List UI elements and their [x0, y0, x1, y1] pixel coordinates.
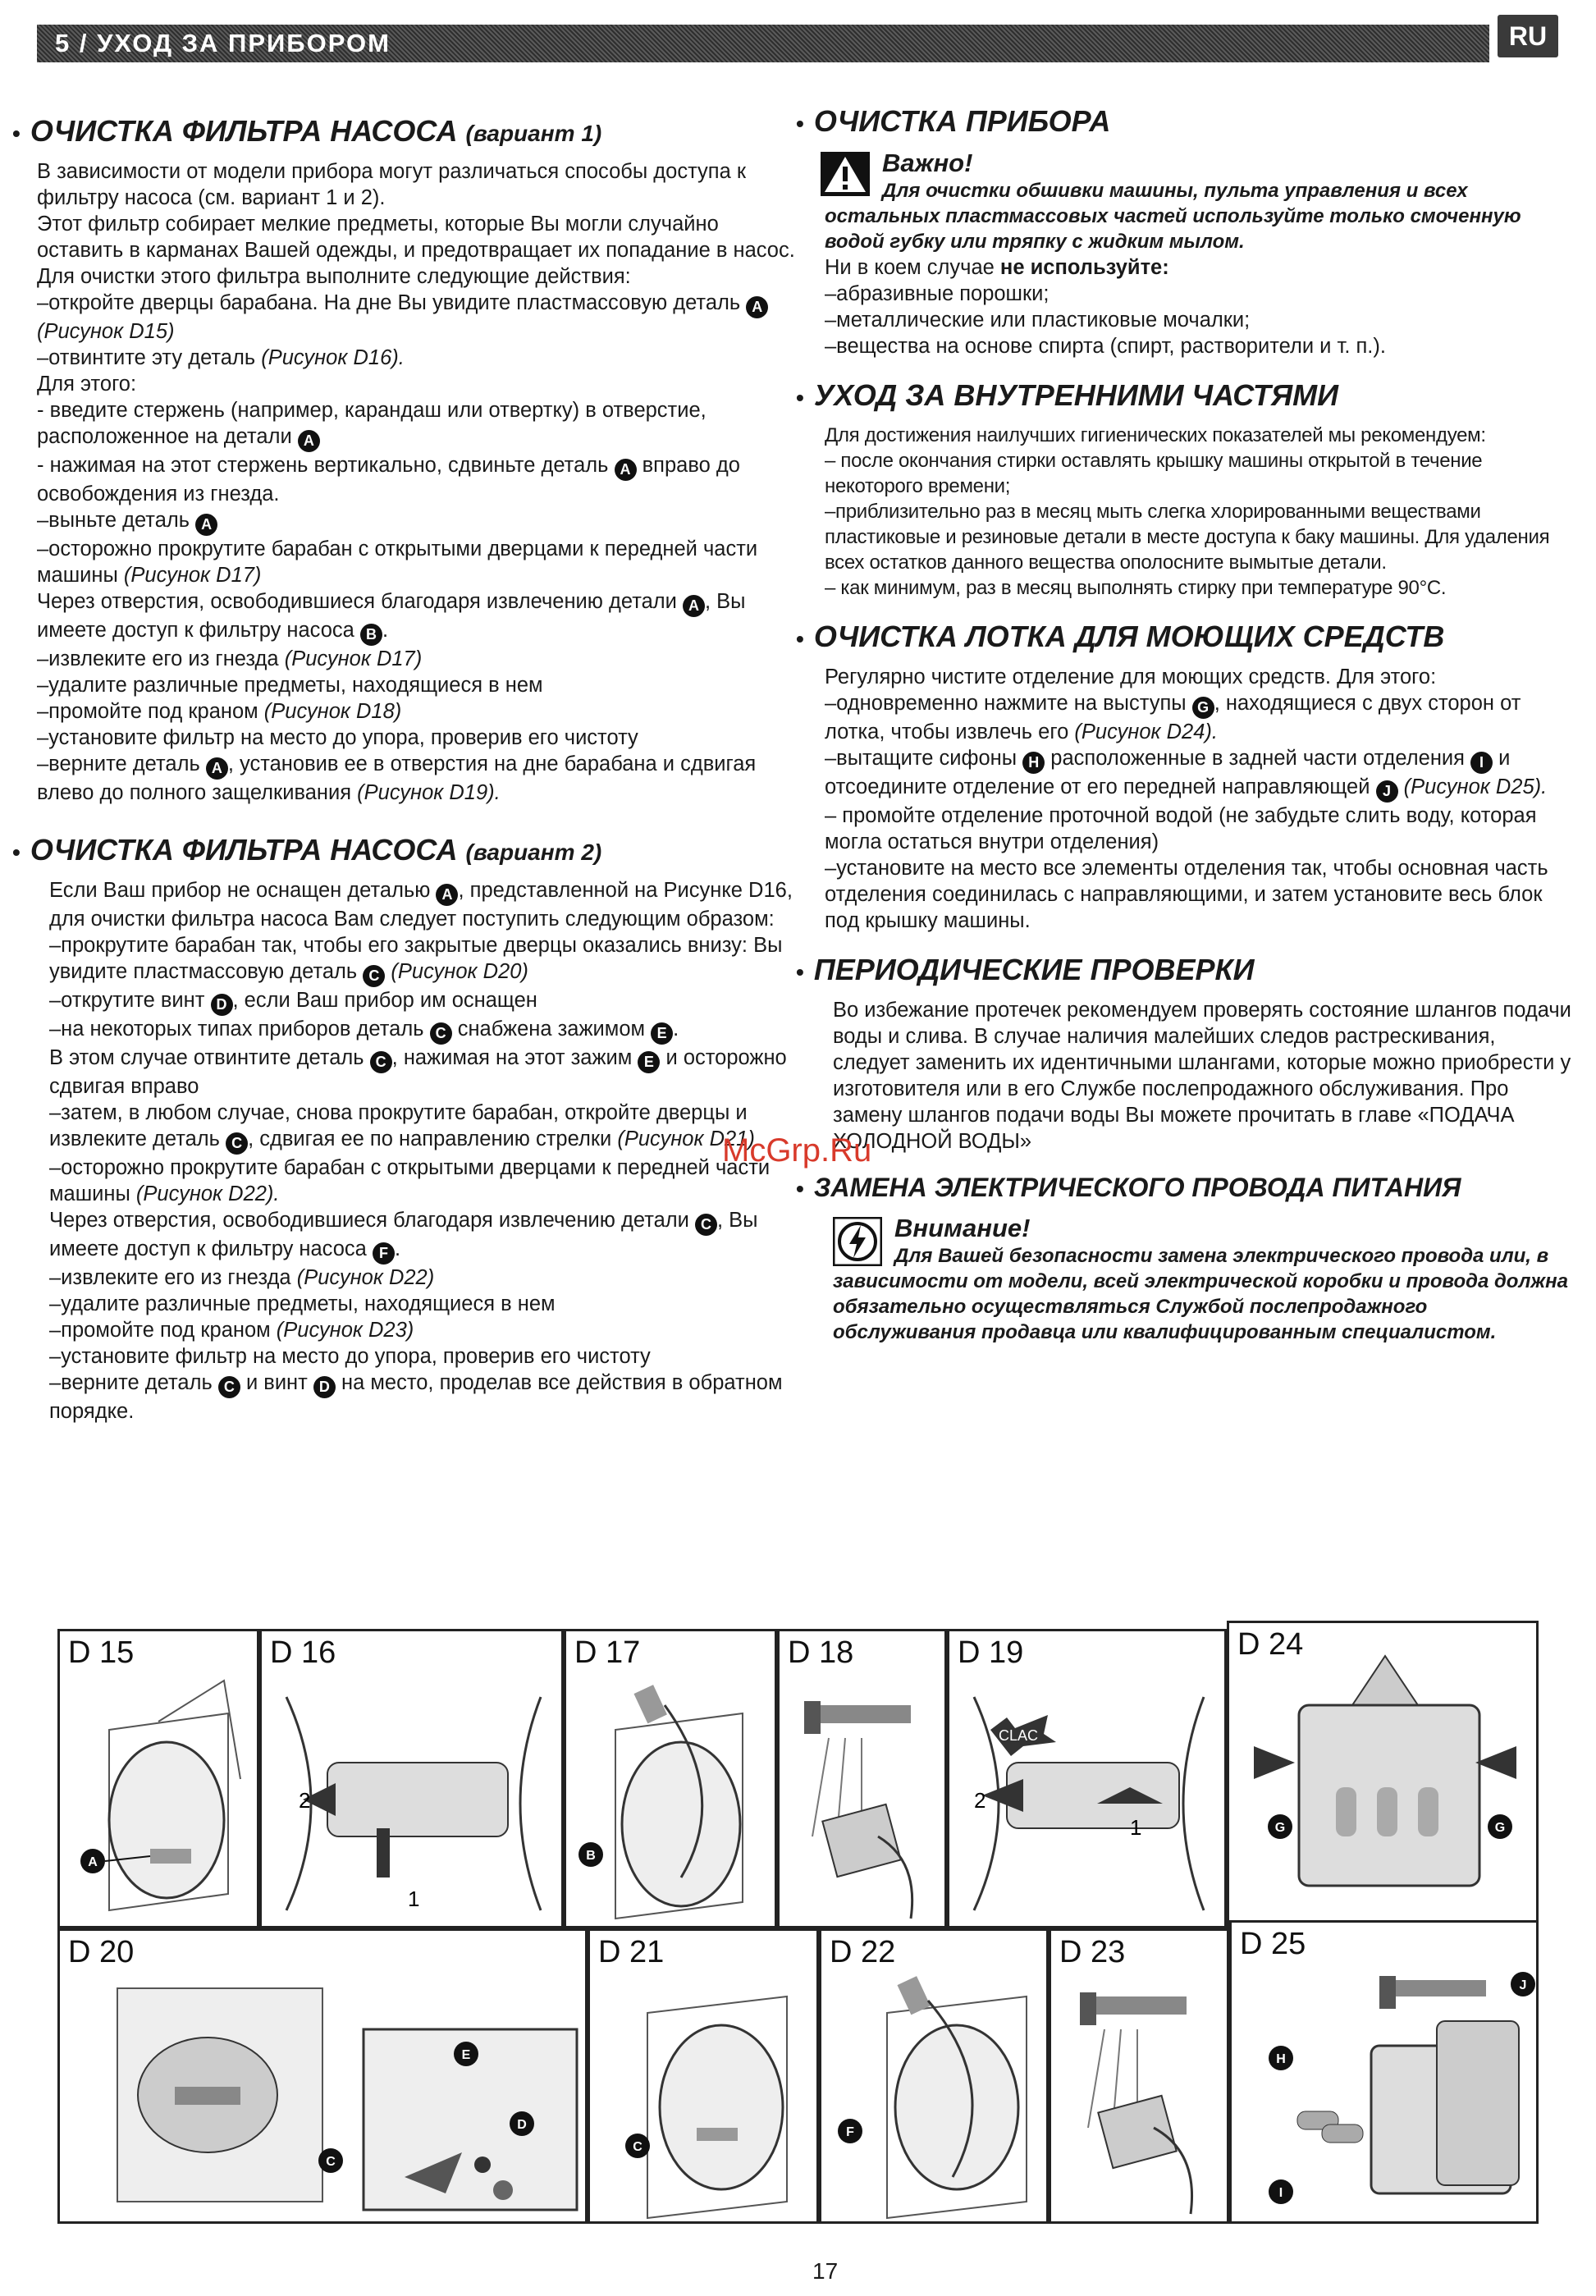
part-refit-illustration	[949, 1631, 1227, 1928]
paragraph: Для очистки этого фильтра выполните следующие действия:	[37, 265, 631, 288]
figure-label: D 15	[68, 1635, 135, 1670]
right-column	[796, 103, 1575, 1345]
svg-text:2: 2	[299, 1788, 311, 1813]
figure-label: D 21	[598, 1935, 665, 1969]
appliance-cleaning-heading: • ОЧИСТКА ПРИБОРА	[796, 104, 1111, 138]
list-item: –одновременно нажмите на выступы G , находящиеся с двух сторон от лотка, чтобы извлечь его (Рисунок D24).	[825, 692, 1521, 743]
list-item: –вытащите сифоны H расположенные в задней части отделения I и отсоедините отделение от его передней направляющей J (Рисунок D25).	[825, 745, 1575, 803]
part-c-removal-illustration	[590, 1931, 819, 2224]
pump-filter-v2-heading: • ОЧИСТКА ФИЛЬТРА НАСОСА (вариант 2)	[12, 833, 602, 867]
svg-text:C: C	[633, 2140, 643, 2154]
watermark: McGrp.Ru	[722, 1132, 872, 1169]
list-item: –абразивные порошки;	[825, 282, 1050, 305]
list-item: - введите стержень (например, карандаш или отвертку) в отверстие, расположенное на детали A	[37, 397, 796, 452]
filter-removal-illustration	[566, 1631, 777, 1928]
figure-d24	[1227, 1621, 1539, 1928]
list-item: –удалите различные предметы, находящиеся в нем	[37, 674, 543, 697]
attention-notice: Внимание! Для Вашей безопасности замена электрического провода или, в зависимости от модели, всей электрической коробки и провода должна обязательно осуществляться Службой послепродажного обслуживания продавца или квалифицированным специалистом.	[833, 1214, 1568, 1343]
svg-text:F: F	[846, 2125, 854, 2139]
list-item: –приблизительно раз в месяц мыть слегка хлорированными веществами пластиковые и резиновые детали в месте доступа к баку машины. Для удаления всех остатков данного вещества ополосните вымытые детали.	[825, 501, 1550, 574]
svg-text:J: J	[1519, 1978, 1527, 1992]
figure-label: D 25	[1240, 1927, 1306, 1961]
electric-hazard-icon	[833, 1217, 882, 1266]
svg-text:1: 1	[408, 1887, 420, 1911]
part-removal-illustration	[262, 1631, 564, 1928]
paragraph: Регулярно чистите отделение для моющих средств. Для этого:	[825, 665, 1437, 688]
list-item: –металлические или пластиковые мочалки;	[825, 309, 1251, 332]
figure-d19	[947, 1629, 1227, 1928]
figure-d22	[819, 1928, 1049, 2224]
detergent-tray-heading: • ОЧИСТКА ЛОТКА ДЛЯ МОЮЩИХ СРЕДСТВ	[796, 620, 1445, 653]
paragraph: Ни в коем случае не используйте:	[825, 256, 1169, 279]
list-item: –отвинтите эту деталь (Рисунок D16).	[37, 346, 405, 369]
paragraph: В зависимости от модели прибора могут различаться способы доступа к фильтру насоса (см. вариант 1 и 2).	[37, 160, 747, 209]
rinse-under-tap-illustration	[780, 1631, 947, 1928]
figure-label: D 22	[830, 1935, 896, 1969]
svg-text:B: B	[586, 1849, 596, 1863]
list-item: –осторожно прокрутите барабан с открытыми дверцами к передней части машины (Рисунок D22).	[49, 1156, 771, 1205]
list-item: –установите фильтр на место до упора, проверив его чистоту	[49, 1345, 651, 1368]
filter-f-removal-illustration	[821, 1931, 1049, 2224]
svg-text:2: 2	[974, 1788, 986, 1813]
figure-label: D 24	[1237, 1627, 1304, 1662]
pump-access-illustration	[60, 1931, 588, 2224]
list-item: –верните деталь C и винт D на место, проделав все действия в обратном порядке.	[49, 1371, 783, 1423]
list-item: –затем, в любом случае, снова прокрутите барабан, откройте дверцы и извлеките деталь C , сдвигая ее по направлению стрелки (Рисунок D21)	[49, 1100, 796, 1155]
section-header	[37, 25, 1489, 62]
warning-triangle-icon	[821, 152, 870, 196]
svg-text:A: A	[88, 1855, 98, 1869]
paragraph: Если Ваш прибор не оснащен деталью A , представленной на Рисунке D16, для очистки фильтра насоса Вам следует поступить следующим образом:	[49, 879, 793, 931]
list-item: –промойте под краном (Рисунок D23)	[49, 1319, 414, 1342]
list-item: –установите на место все элементы отделения так, чтобы основная часть отделения соединилась с направляющими, и затем установите весь блок под крышку машины.	[825, 857, 1548, 932]
list-item: - нажимая на этот стержень вертикально, сдвиньте деталь A вправо до освобождения из гнезда.	[37, 454, 740, 505]
rinse-filter-illustration	[1051, 1931, 1229, 2224]
figure-d20	[57, 1928, 588, 2224]
internal-care-heading: • УХОД ЗА ВНУТРЕННИМИ ЧАСТЯМИ	[796, 378, 1338, 412]
paragraph: Для этого:	[37, 373, 137, 396]
svg-text:CLAC: CLAC	[999, 1727, 1039, 1744]
list-item: –установите фильтр на место до упора, проверив его чистоту	[37, 726, 638, 749]
figure-d17	[564, 1629, 777, 1928]
list-item: –промойте под краном (Рисунок D18)	[37, 700, 402, 723]
svg-text:G: G	[1494, 1821, 1506, 1835]
list-item: –выньте деталь A	[37, 507, 796, 536]
figure-label: D 19	[958, 1635, 1024, 1670]
paragraph: Во избежание протечек рекомендуем проверять состояние шлангов подачи воды и слива. В случае наличия малейших следов растрескивания, следует заменить их идентичными шлангами, которые можно приобрести у изготовителя или в его Службе послепродажного обслуживания. Про замену шлангов подачи воды Вы можете прочитать в главе «ПОДАЧА ХОЛОДНОЙ ВОДЫ»	[833, 999, 1571, 1153]
list-item: Через отверстия, освободившиеся благодаря извлечению детали A , Вы имеете доступ к фильтру насоса B .	[37, 588, 796, 646]
list-item: –верните деталь A , установив ее в отверстия на дне барабана и сдвигая влево до полного защелкивания (Рисунок D19).	[37, 752, 757, 804]
list-item: – после окончания стирки оставлять крышку машины открытой в течение некоторого времени;	[825, 450, 1483, 497]
svg-text:C: C	[326, 2155, 336, 2169]
list-item: – как минимум, раз в месяц выполнять стирку при температуре 90°С.	[825, 577, 1447, 599]
pump-filter-v1-heading: • ОЧИСТКА ФИЛЬТРА НАСОСА (вариант 1)	[12, 114, 602, 148]
language-badge: RU	[1498, 15, 1558, 57]
figure-d23	[1049, 1928, 1229, 2224]
figure-label: D 16	[270, 1635, 336, 1670]
figure-d16	[259, 1629, 564, 1928]
list-item: –удалите различные предметы, находящиеся в нем	[49, 1292, 556, 1315]
section-title: 5 / УХОД ЗА ПРИБОРОМ	[55, 29, 391, 57]
svg-text:G: G	[1274, 1821, 1286, 1835]
paragraph: Для достижения наилучших гигиенических показателей мы рекомендуем:	[825, 424, 1486, 446]
figure-d18	[777, 1629, 947, 1928]
list-item: –прокрутите барабан так, чтобы его закрытые дверцы оказались внизу: Вы увидите пластмассовую деталь C (Рисунок D20)	[49, 932, 796, 987]
list-item: –на некоторых типах приборов деталь C снабжена зажимом E .	[49, 1016, 796, 1045]
figure-label: D 17	[574, 1635, 641, 1670]
tray-disassembly-illustration	[1232, 1923, 1539, 2224]
list-item: Через отверстия, освободившиеся благодаря извлечению детали C , Вы имеете доступ к фильтру насоса F .	[49, 1207, 796, 1265]
svg-text:D: D	[517, 2118, 527, 2132]
figure-label: D 23	[1059, 1935, 1126, 1969]
periodic-checks-heading: • ПЕРИОДИЧЕСКИЕ ПРОВЕРКИ	[796, 953, 1255, 986]
svg-text:E: E	[461, 2048, 471, 2062]
figure-d15	[57, 1629, 259, 1928]
svg-text:I: I	[1278, 2186, 1283, 2200]
washer-drum-illustration	[60, 1631, 259, 1928]
list-item: –открутите винт D , если Ваш прибор им оснащен	[49, 987, 796, 1016]
figure-label: D 20	[68, 1935, 135, 1969]
svg-text:H: H	[1276, 2052, 1286, 2066]
list-item: – промойте отделение проточной водой (не забудьте слить воду, которая могла остаться внутри отделения)	[825, 804, 1537, 853]
list-item: –вещества на основе спирта (спирт, растворители и т. п.).	[825, 335, 1386, 358]
detergent-tray-removal-illustration	[1229, 1623, 1539, 1928]
figure-d21	[588, 1928, 819, 2224]
important-notice: Важно! Для очистки обшивки машины, пульта управления и всех остальных пластмассовых частей используйте только смоченную водой губку или тряпку с жидким мылом.	[825, 149, 1521, 253]
list-item: –извлеките его из гнезда (Рисунок D17)	[37, 647, 423, 670]
list-item: –осторожно прокрутите барабан с открытыми дверцами к передней части машины (Рисунок D17)	[37, 537, 758, 587]
svg-text:1: 1	[1130, 1815, 1142, 1840]
list-item: –извлеките его из гнезда (Рисунок D22)	[49, 1266, 435, 1289]
left-column	[12, 113, 796, 1425]
figure-label: D 18	[788, 1635, 854, 1670]
list-item: –откройте дверцы барабана. На дне Вы увидите пластмассовую деталь A (Рисунок D15)	[37, 290, 796, 345]
list-item: В этом случае отвинтите деталь C , нажимая на этот зажим E и осторожно сдвигая вправо	[49, 1046, 787, 1098]
page-number: 17	[812, 2258, 839, 2284]
paragraph: Этот фильтр собирает мелкие предметы, которые Вы могли случайно оставить в карманах Вашей одежды, и предотвращает их попадание в насос.	[37, 213, 795, 262]
figure-d25	[1229, 1920, 1539, 2224]
power-cord-heading: • ЗАМЕНА ЭЛЕКТРИЧЕСКОГО ПРОВОДА ПИТАНИЯ	[796, 1173, 1461, 1202]
